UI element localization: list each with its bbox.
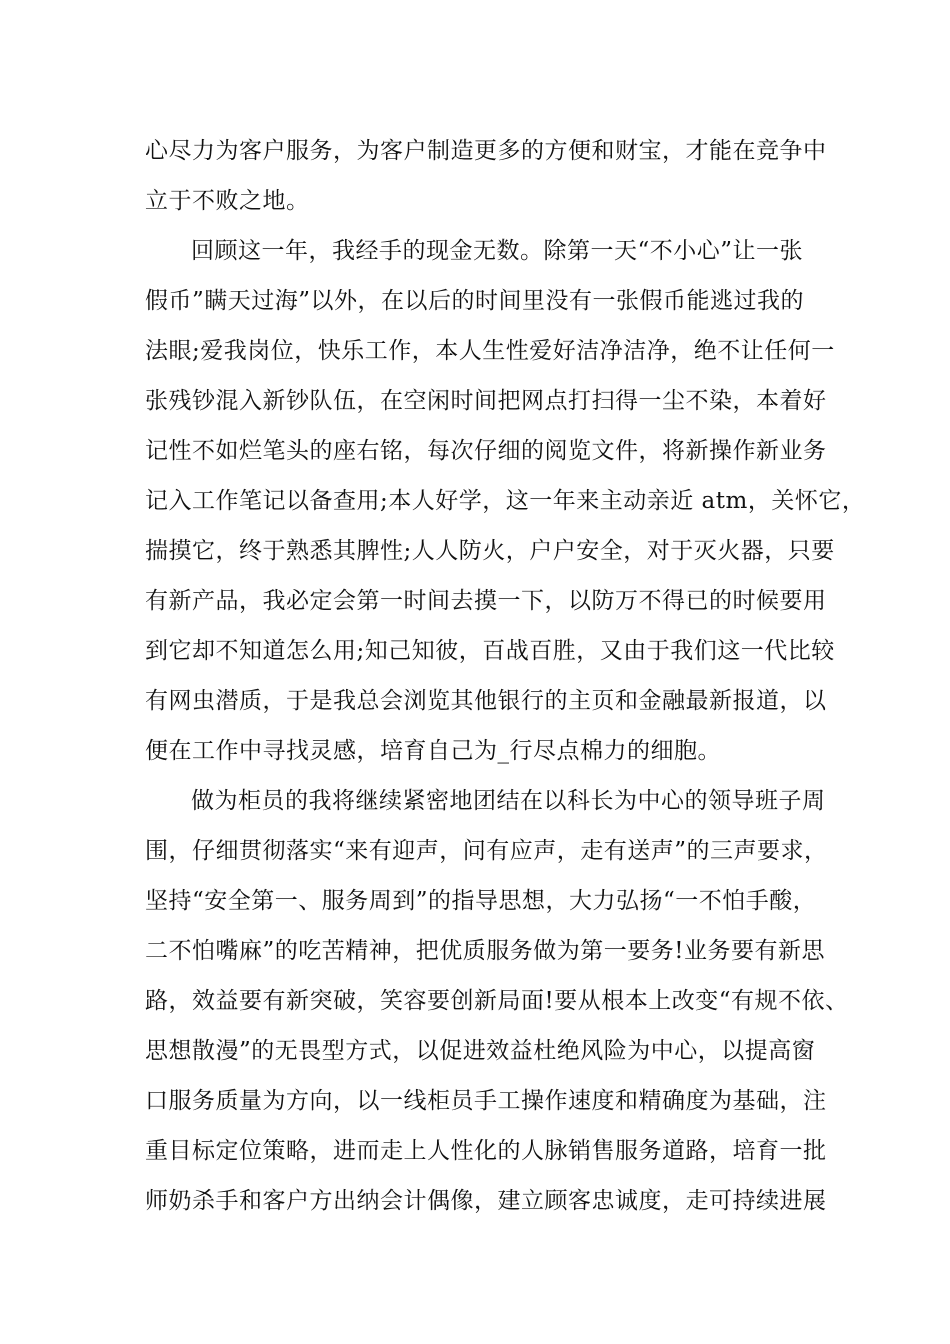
text-line: 围，仔细贯彻落实“来有迎声，问有应声，走有送声”的三声要求， bbox=[145, 838, 828, 864]
text-line: 师奶杀手和客户方出纳会计偶像，建立顾客忠诚度，走可持续进展 bbox=[145, 1188, 827, 1214]
text-line: 揣摸它，终于熟悉其脾性;人人防火，户户安全，对于灭火器，只要 bbox=[145, 538, 835, 564]
text-line: 有网虫潜质，于是我总会浏览其他银行的主页和金融最新报道，以 bbox=[145, 688, 827, 714]
text-line: 记性不如烂笔头的座右铭，每次仔细的阅览文件，将新操作新业务 bbox=[145, 438, 827, 464]
text-line: 有新产品，我必定会第一时间去摸一下，以防万不得已的时候要用 bbox=[145, 588, 827, 614]
text-line: 法眼;爱我岗位，快乐工作，本人生性爱好洁净洁净，绝不让任何一 bbox=[145, 338, 835, 364]
paragraph-first-line: 回顾这一年，我经手的现金无数。除第一天“不小心”让一张 bbox=[191, 238, 804, 264]
text-line: 心尽力为客户服务，为客户制造更多的方便和财宝，才能在竞争中 bbox=[145, 138, 827, 164]
text-line: 路，效益要有新突破，笑容要创新局面!要从根本上改变“有规不依、 bbox=[145, 988, 849, 1014]
text-line: 到它却不知道怎么用;知己知彼，百战百胜，又由于我们这一代比较 bbox=[145, 638, 835, 664]
text-line: 坚持“安全第一、服务周到”的指导思想，大力弘扬“一不怕手酸， bbox=[145, 888, 817, 914]
paragraph-first-line: 做为柜员的我将继续紧密地团结在以科长为中心的领导班子周 bbox=[191, 788, 826, 814]
text-line: 立于不败之地。 bbox=[145, 188, 310, 214]
text-line: 假币”瞒天过海”以外，在以后的时间里没有一张假币能逃过我的 bbox=[145, 288, 805, 314]
text-line: 便在工作中寻找灵感，培育自己为_行尽点棉力的细胞。 bbox=[145, 738, 721, 764]
text-line: 思想散漫”的无畏型方式，以促进效益杜绝风险为中心，以提高窗 bbox=[145, 1038, 816, 1064]
text-line: 重目标定位策略，进而走上人性化的人脉销售服务道路，培育一批 bbox=[145, 1138, 827, 1164]
text-line: 记入工作笔记以备查用;本人好学，这一年来主动亲近 atm，关怀它， bbox=[145, 488, 866, 514]
text-line: 二不怕嘴麻”的吃苦精神，把优质服务做为第一要务!业务要有新思 bbox=[145, 938, 826, 964]
text-line: 张残钞混入新钞队伍，在空闲时间把网点打扫得一尘不染，本着好 bbox=[145, 388, 827, 414]
text-line: 口服务质量为方向，以一线柜员手工操作速度和精确度为基础，注 bbox=[145, 1088, 827, 1114]
